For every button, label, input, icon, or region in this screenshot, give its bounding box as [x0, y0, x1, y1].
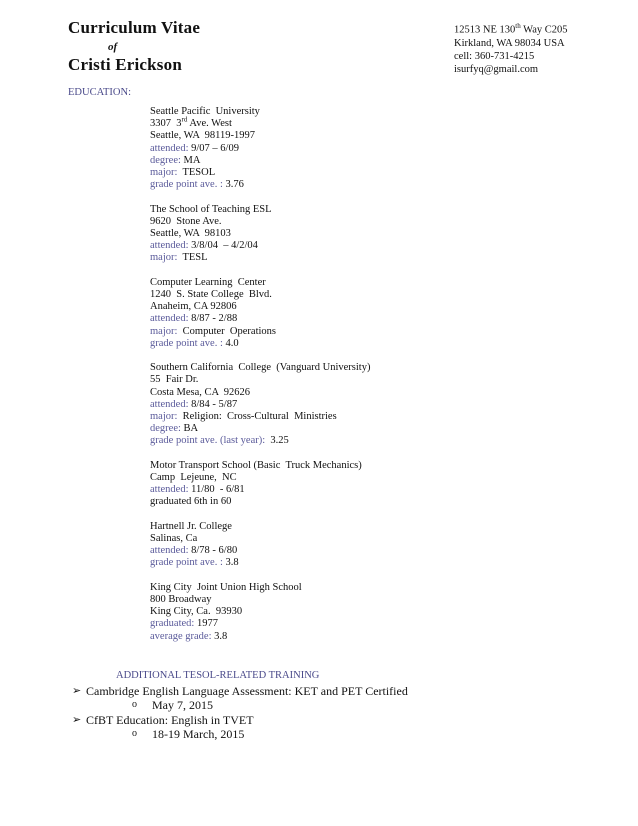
- field-value: TESOL: [177, 167, 216, 179]
- field-label: major:: [150, 411, 178, 423]
- field-value: 3/8/04 – 4/2/04: [188, 240, 258, 252]
- school-line: [150, 179, 370, 191]
- school-entry: [150, 521, 370, 570]
- school-line: Camp Lejeune, NC: [150, 472, 237, 484]
- email: isurfyq@gmail.com: [454, 63, 539, 75]
- field-label: grade point ave. (last year):: [150, 435, 266, 447]
- school-entry: [150, 582, 370, 643]
- field-value: 11/80 - 6/81: [188, 484, 245, 496]
- training-item: [72, 684, 408, 698]
- field-value: BA: [180, 423, 199, 435]
- school-line: 800 Broadway: [150, 594, 212, 606]
- cell-phone: cell: 360-731-4215: [454, 50, 535, 62]
- training-item: [72, 713, 408, 727]
- cv-name: Cristi Erickson: [68, 55, 182, 74]
- field-value: MA: [180, 154, 201, 166]
- training-subitem: [72, 698, 408, 712]
- field-value: 3.8: [222, 557, 239, 569]
- field-value: 1977: [194, 618, 218, 630]
- arrow-bullet-icon: ➢: [72, 713, 82, 726]
- field-label: attended:: [150, 398, 189, 410]
- field-label: degree:: [150, 423, 181, 435]
- training-item-text: CfBT Education: English in TVET: [86, 712, 254, 727]
- address-line-2: Kirkland, WA 98034 USA: [454, 37, 565, 49]
- field-value: 8/84 - 5/87: [188, 398, 238, 410]
- field-label: average grade:: [150, 630, 212, 642]
- school-line: [150, 435, 370, 447]
- training-date: May 7, 2015: [152, 698, 213, 713]
- school-line: [150, 557, 370, 569]
- contact-info: [454, 20, 568, 76]
- education-list: [150, 106, 370, 655]
- school-line: King City, Ca. 93930: [150, 606, 243, 618]
- field-label: attended:: [150, 545, 189, 557]
- training-date: 18-19 March, 2015: [152, 727, 245, 742]
- school-entry: [150, 204, 370, 265]
- education-heading: EDUCATION:: [68, 87, 131, 98]
- school-line: Hartnell Jr. College: [150, 520, 232, 532]
- school-entry: [150, 362, 370, 447]
- school-line: [150, 155, 370, 167]
- field-label: graduated:: [150, 618, 195, 630]
- field-value: 4.0: [222, 337, 239, 349]
- school-line: King City Joint Union High School: [150, 581, 302, 593]
- address-text: Ave. West: [187, 118, 232, 130]
- circle-bullet-icon: o: [132, 699, 137, 711]
- school-line: [150, 423, 370, 435]
- field-label: attended:: [150, 142, 189, 154]
- school-line: Seattle Pacific University: [150, 106, 260, 117]
- school-line: 1240 S. State College Blvd.: [150, 289, 272, 301]
- school-line: [150, 115, 370, 130]
- circle-bullet-icon: o: [132, 728, 137, 740]
- school-line: [150, 545, 370, 557]
- field-label: major:: [150, 252, 178, 264]
- field-value: 3.8: [211, 630, 228, 642]
- school-line: [150, 631, 370, 643]
- school-line: [150, 411, 370, 423]
- school-line: Computer Learning Center: [150, 276, 266, 288]
- school-line: [150, 240, 370, 252]
- school-line: Seattle, WA 98119-1997: [150, 130, 255, 142]
- school-line: [150, 167, 370, 179]
- school-line: Anaheim, CA 92806: [150, 301, 237, 313]
- field-label: attended:: [150, 313, 189, 325]
- field-label: grade point ave. :: [150, 179, 223, 191]
- field-value: 9/07 – 6/09: [188, 142, 239, 154]
- training-heading: ADDITIONAL TESOL-RELATED TRAINING: [116, 670, 320, 681]
- address-line-1: 12513 NE 130th Way C205: [454, 22, 568, 36]
- training-item-text: Cambridge English Language Assessment: KET and PET Certified: [86, 684, 408, 698]
- school-line: [150, 143, 370, 155]
- field-label: attended:: [150, 484, 189, 496]
- field-value: Religion: Cross-Cultural Ministries: [177, 411, 337, 423]
- training-list: [72, 684, 408, 742]
- school-line: [150, 338, 370, 350]
- field-label: major:: [150, 325, 178, 337]
- cv-of: of: [108, 41, 118, 53]
- school-line: [150, 326, 370, 338]
- ordinal-suffix: rd: [181, 115, 188, 124]
- field-value: 3.25: [265, 435, 289, 447]
- school-line: [150, 252, 370, 264]
- school-line: [150, 484, 370, 496]
- school-entry: [150, 277, 370, 350]
- school-line: Southern California College (Vanguard University): [150, 362, 371, 374]
- school-line: Motor Transport School (Basic Truck Mechanics): [150, 459, 362, 471]
- field-label: grade point ave. :: [150, 337, 223, 349]
- school-line: 9620 Stone Ave.: [150, 215, 222, 227]
- school-line: 55 Fair Dr.: [150, 374, 199, 386]
- cv-title: Curriculum Vitae: [68, 18, 201, 37]
- field-label: grade point ave. :: [150, 557, 223, 569]
- school-entry: [150, 460, 370, 509]
- field-value: 3.76: [222, 179, 244, 191]
- field-label: major:: [150, 167, 178, 179]
- school-line: [150, 399, 370, 411]
- school-entry: [150, 106, 370, 191]
- school-line: Salinas, Ca: [150, 533, 198, 545]
- school-line: Costa Mesa, CA 92626: [150, 386, 251, 398]
- address-text: 3307 3: [150, 118, 182, 130]
- field-label: degree:: [150, 154, 181, 166]
- school-line: The School of Teaching ESL: [150, 203, 272, 215]
- field-value: TESL: [177, 252, 208, 264]
- field-value: 8/78 - 6/80: [188, 545, 238, 557]
- school-line: [150, 618, 370, 630]
- field-label: attended:: [150, 240, 189, 252]
- arrow-bullet-icon: ➢: [72, 685, 82, 697]
- school-line: [150, 313, 370, 325]
- field-value: 8/87 - 2/88: [188, 313, 238, 325]
- training-subitem: [72, 727, 408, 741]
- school-line: graduated 6th in 60: [150, 496, 232, 508]
- school-line: Seattle, WA 98103: [150, 228, 231, 240]
- field-value: Computer Operations: [177, 325, 276, 337]
